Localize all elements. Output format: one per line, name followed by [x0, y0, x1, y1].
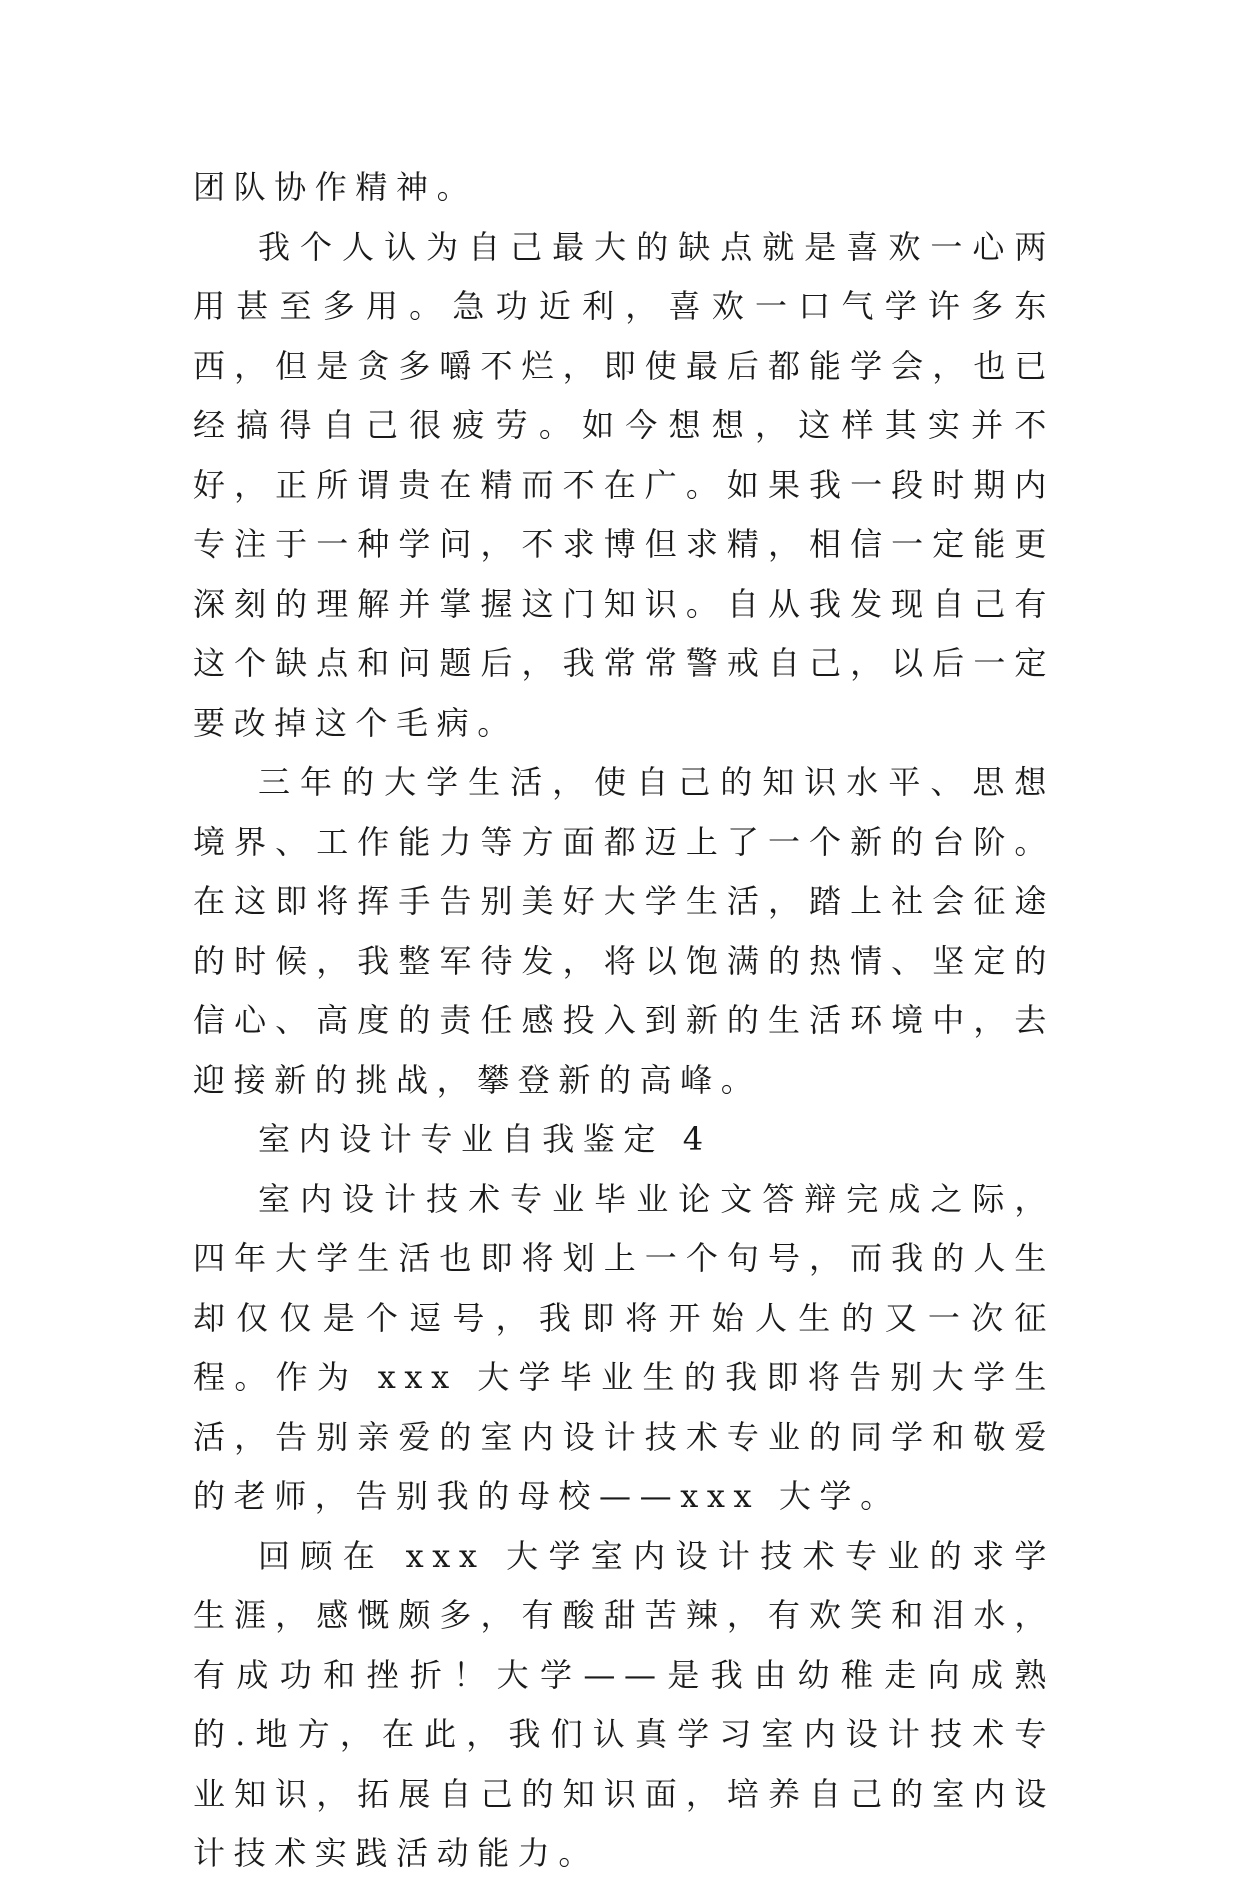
section-heading: 室内设计专业自我鉴定 4 [258, 1120, 712, 1158]
document-page [193, 158, 1055, 1884]
paragraph-thesis-defense: 室内设计技术专业毕业论文答辩完成之际，四年大学生活也即将划上一个句号，而我的人生却仅仅是个逗号，我即将开始人生的又一次征程。作为 xxx 大学毕业生的我即将告别大学生活，告别亲爱的室内设计技术专业的同学和敬爱的老师，告别我的母校——xxx 大学。 [193, 1179, 1055, 1515]
paragraph-continuation: 团队协作精神。 [193, 168, 478, 206]
paragraph-review: 回顾在 xxx 大学室内设计技术专业的求学生涯，感慨颇多，有酸甜苦辣，有欢笑和泪水，有成功和挫折！大学——是我由幼稚走向成熟的.地方，在此，我们认真学习室内设计技术专业知识，拓展自己的知识面，培养自己的室内设计技术实践活动能力。 [193, 1536, 1055, 1872]
paragraph-three-years: 三年的大学生活，使自己的知识水平、思想境界、工作能力等方面都迈上了一个新的台阶。在这即将挥手告别美好大学生活，踏上社会征途的时候，我整军待发，将以饱满的热情、坚定的信心、高度的责任感投入到新的生活环境中，去迎接新的挑战，攀登新的高峰。 [193, 763, 1055, 1099]
paragraph-shortcoming: 我个人认为自己最大的缺点就是喜欢一心两用甚至多用。急功近利，喜欢一口气学许多东西，但是贪多嚼不烂，即使最后都能学会，也已经搞得自己很疲劳。如今想想，这样其实并不好，正所谓贵在精而不在广。如果我一段时期内专注于一种学问，不求博但求精，相信一定能更深刻的理解并掌握这门知识。自从我发现自己有这个缺点和问题后，我常常警戒自己，以后一定要改掉这个毛病。 [193, 227, 1055, 742]
